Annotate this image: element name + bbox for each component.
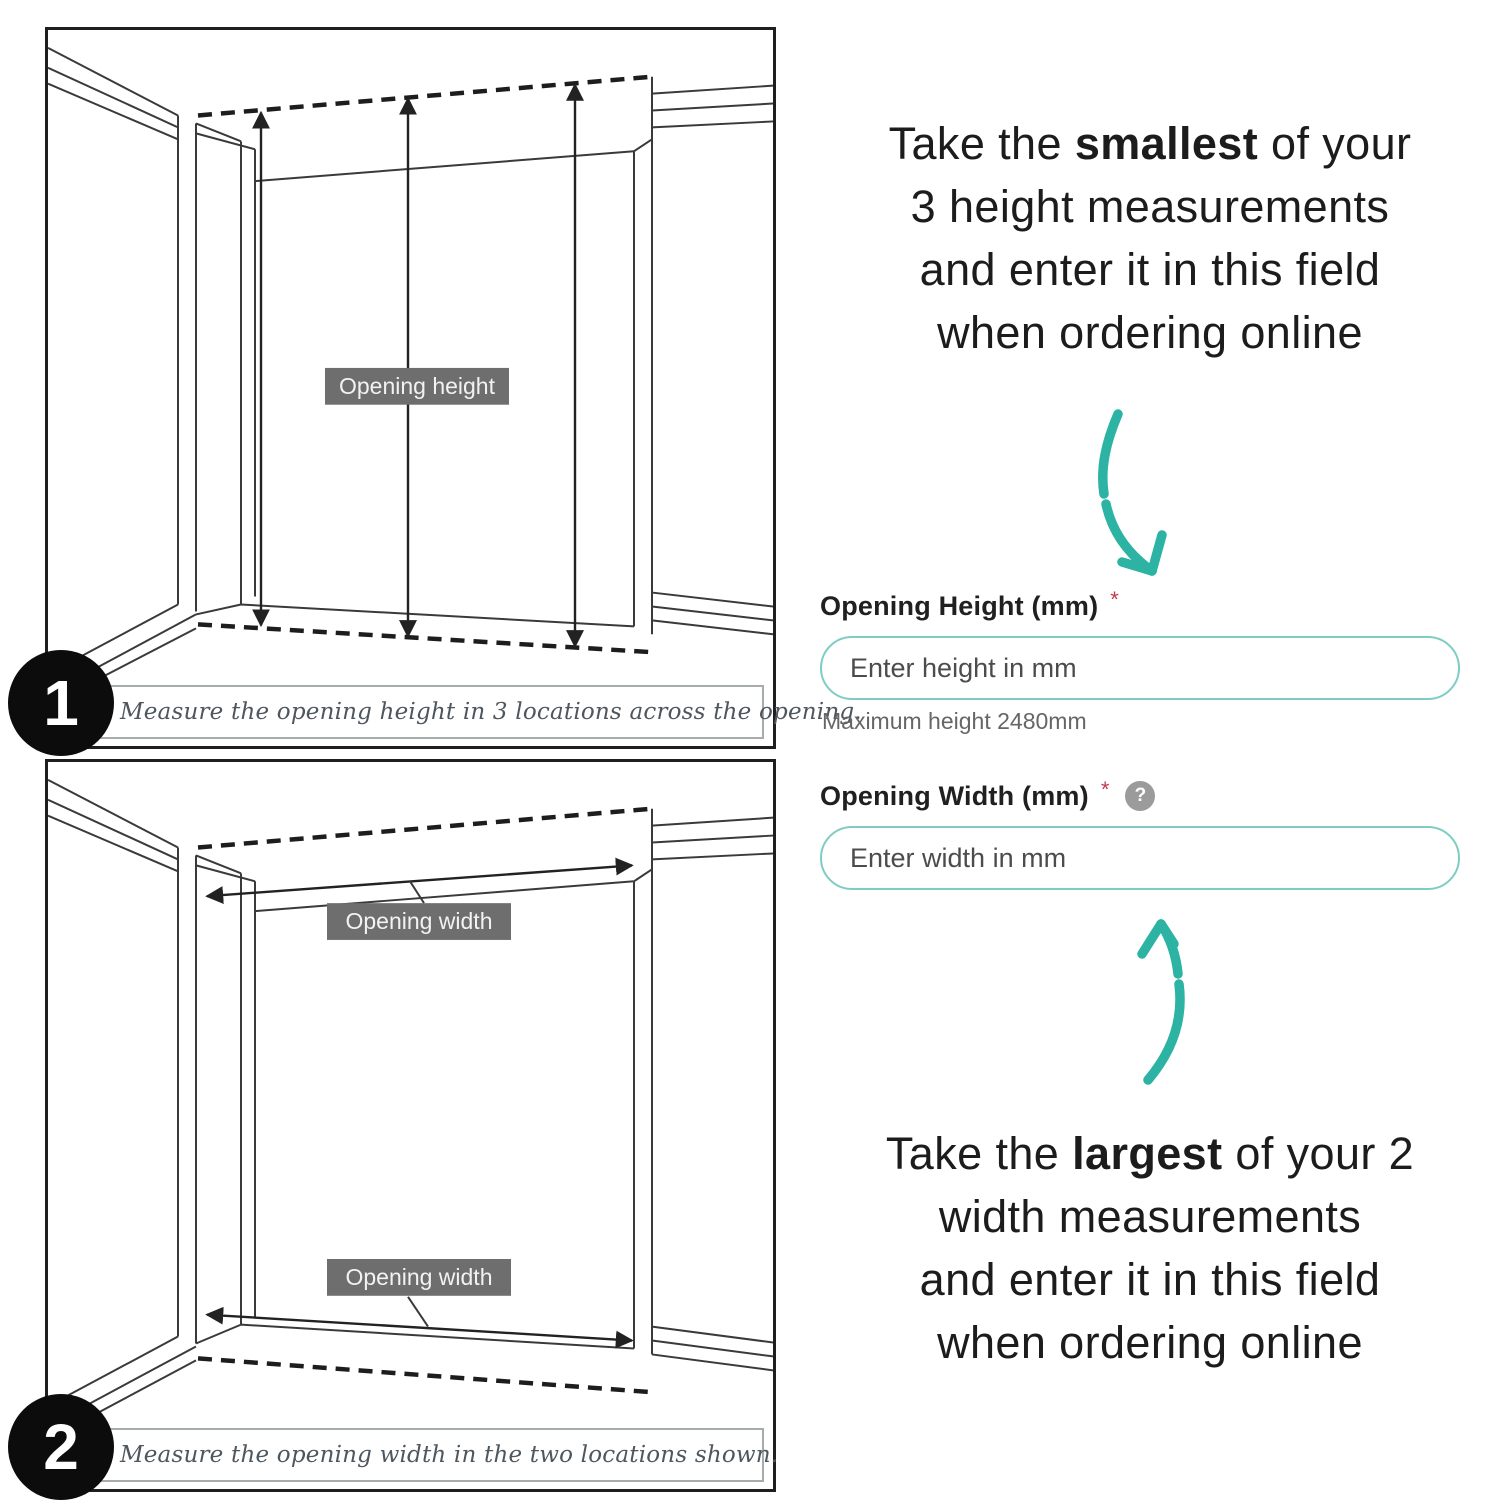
opening-width-label-bottom: Opening width xyxy=(345,1263,493,1290)
floor-dashed-line xyxy=(198,624,652,652)
instruction-line: 3 height measurements xyxy=(910,181,1390,232)
width-diagram-drawing xyxy=(48,762,773,1426)
opening-width-label-top: Opening width xyxy=(345,908,493,934)
width-arrow-top xyxy=(207,865,632,896)
skirting-right xyxy=(652,593,773,635)
instruction-line: when ordering online xyxy=(937,307,1363,358)
width-field-label-row xyxy=(820,778,1155,814)
opening-head-line xyxy=(255,151,634,181)
ceiling-dashed-line xyxy=(198,77,652,116)
width-diagram-frame xyxy=(45,759,779,1492)
height-caption-strip xyxy=(76,685,862,739)
required-asterisk: * xyxy=(1100,777,1110,802)
right-jamb xyxy=(634,809,652,1355)
instruction-line: and enter it in this field xyxy=(919,244,1381,295)
right-jamb xyxy=(634,77,652,635)
height-input[interactable] xyxy=(820,636,1460,700)
width-caption: Measure the opening width in the two locations shown. xyxy=(120,1442,779,1468)
left-jamb xyxy=(241,873,255,1324)
crown-molding-right xyxy=(652,86,773,128)
width-input[interactable] xyxy=(820,826,1460,890)
skirting-right xyxy=(652,1327,773,1371)
height-helper-text: Maximum height 2480mm xyxy=(822,708,1087,734)
opening-height-label: Opening height xyxy=(339,372,495,399)
wall-corner-edge xyxy=(178,847,196,1343)
instruction-line: when ordering online xyxy=(937,1317,1363,1368)
ceiling-dashed-line xyxy=(198,809,652,848)
height-instruction-text xyxy=(790,112,1500,364)
instruction-line: width measurements xyxy=(938,1191,1362,1242)
step-1-badge xyxy=(8,650,114,756)
wall-corner-edge xyxy=(178,115,196,611)
width-field-label: Opening Width (mm) xyxy=(820,780,1089,811)
curved-arrow-up-icon xyxy=(1130,914,1196,1086)
crown-molding-left xyxy=(48,48,178,139)
jamb-top-connect xyxy=(196,855,255,881)
keyword-smallest: smallest xyxy=(1074,118,1259,169)
step-1-number: 1 xyxy=(43,667,79,739)
crown-molding-right xyxy=(652,818,773,860)
height-caption: Measure the opening height in 3 locations across the opening. xyxy=(120,699,862,725)
help-icon[interactable]: ? xyxy=(1125,781,1155,811)
floor-dashed-line xyxy=(198,1358,652,1392)
height-diagram-drawing xyxy=(48,30,773,683)
step-2-number: 2 xyxy=(43,1411,79,1483)
height-diagram-frame xyxy=(45,27,862,749)
width-instruction-text xyxy=(790,1122,1500,1374)
instruction-line: and enter it in this field xyxy=(919,1254,1381,1305)
instruction-line: Take the smallest of your xyxy=(888,118,1412,169)
leader-line-bottom xyxy=(408,1297,428,1327)
step-2-badge xyxy=(8,1394,114,1500)
required-asterisk: * xyxy=(1110,587,1119,612)
keyword-largest: largest xyxy=(1072,1128,1223,1179)
height-field-label-row xyxy=(820,588,1119,624)
left-jamb xyxy=(241,141,255,604)
height-field-label: Opening Height (mm) xyxy=(820,590,1099,621)
width-arrow-bottom xyxy=(207,1315,632,1341)
leader-line-top xyxy=(410,881,424,903)
curved-arrow-down-icon xyxy=(1092,408,1170,580)
crown-molding-left xyxy=(48,780,178,871)
width-caption-strip xyxy=(76,1428,779,1482)
jamb-top-connect xyxy=(196,123,255,149)
instruction-line: Take the largest of your 2 xyxy=(885,1128,1415,1179)
